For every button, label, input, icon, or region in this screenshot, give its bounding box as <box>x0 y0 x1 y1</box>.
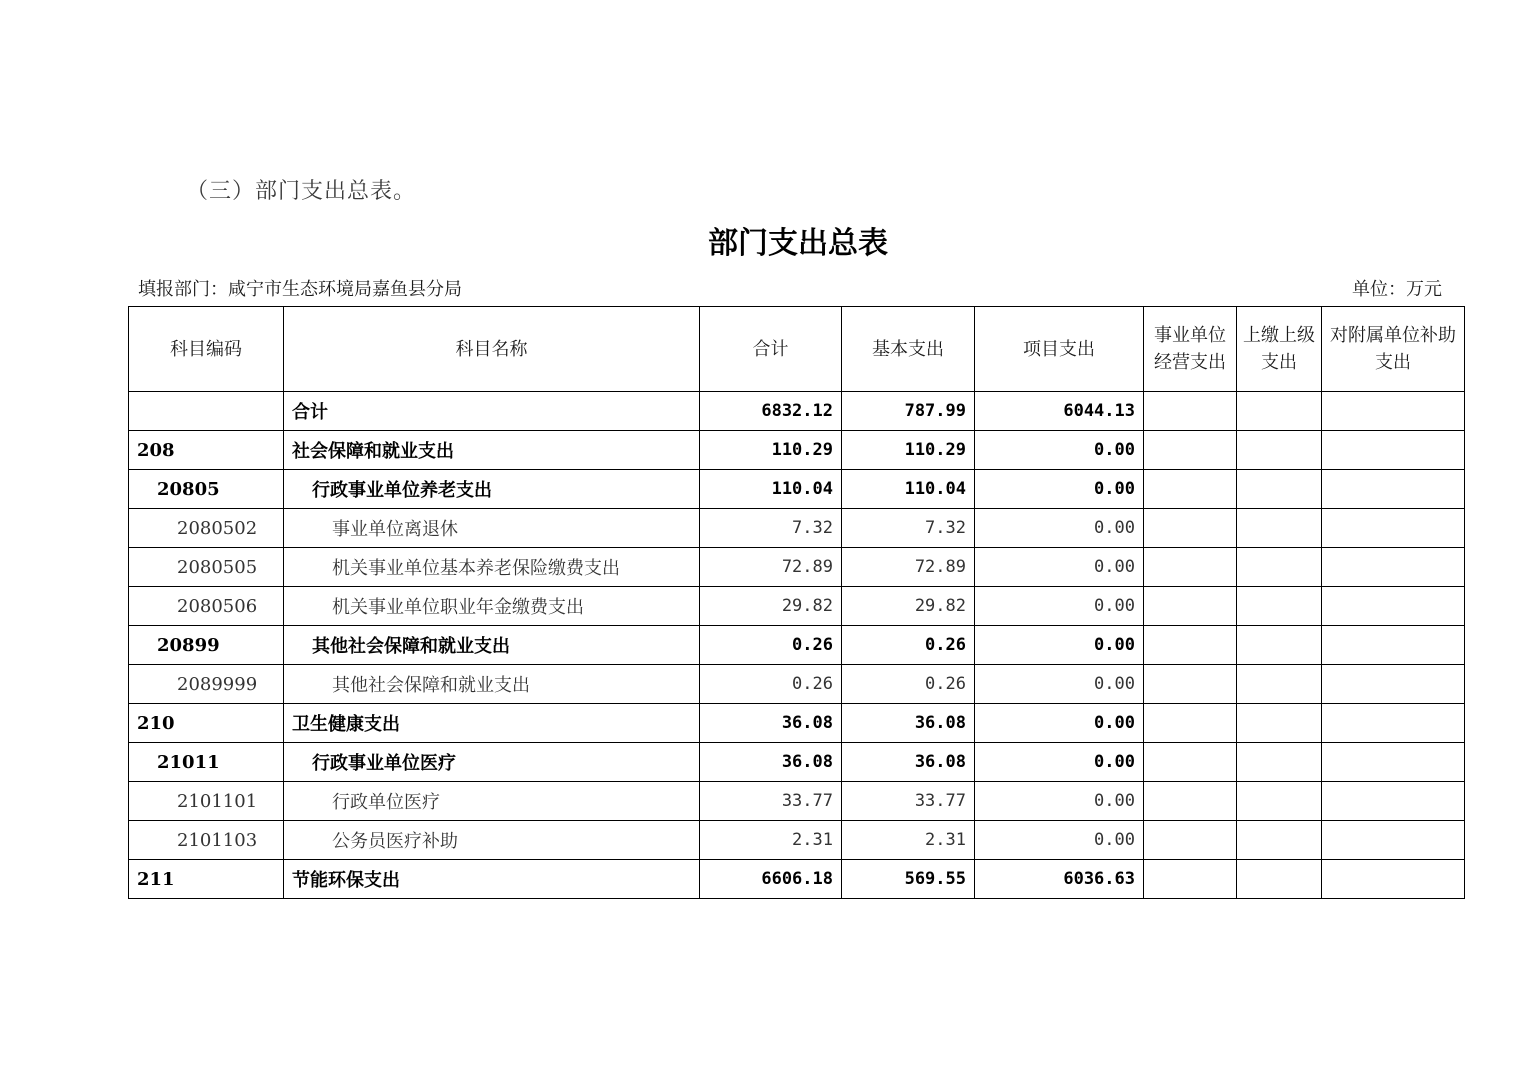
cell-total: 33.77 <box>700 782 842 821</box>
cell-basic: 29.82 <box>842 587 975 626</box>
table-row <box>129 470 1465 509</box>
cell-subsidy <box>1322 821 1465 860</box>
header-name: 科目名称 <box>284 307 700 392</box>
cell-name: 节能环保支出 <box>284 860 700 899</box>
cell-code: 211 <box>129 860 284 899</box>
cell-code: 210 <box>129 704 284 743</box>
cell-basic: 110.04 <box>842 470 975 509</box>
cell-upper <box>1237 704 1322 743</box>
cell-subsidy <box>1322 548 1465 587</box>
table-row <box>129 782 1465 821</box>
cell-project: 0.00 <box>975 587 1144 626</box>
cell-project: 0.00 <box>975 509 1144 548</box>
cell-operations <box>1144 392 1237 431</box>
cell-code: 20899 <box>129 626 284 665</box>
page-title: 部门支出总表 <box>708 226 888 261</box>
cell-basic: 36.08 <box>842 704 975 743</box>
cell-name: 其他社会保障和就业支出 <box>284 665 700 704</box>
department-label: 填报部门：咸宁市生态环境局嘉鱼县分局 <box>138 279 462 300</box>
cell-upper <box>1237 509 1322 548</box>
table-row <box>129 587 1465 626</box>
cell-basic: 2.31 <box>842 821 975 860</box>
cell-upper <box>1237 431 1322 470</box>
cell-project: 0.00 <box>975 431 1144 470</box>
cell-project: 0.00 <box>975 548 1144 587</box>
cell-subsidy <box>1322 743 1465 782</box>
cell-basic: 72.89 <box>842 548 975 587</box>
cell-basic: 0.26 <box>842 626 975 665</box>
cell-total: 6832.12 <box>700 392 842 431</box>
table-row <box>129 704 1465 743</box>
header-operations: 事业单位经营支出 <box>1144 307 1237 392</box>
cell-total: 0.26 <box>700 665 842 704</box>
cell-subsidy <box>1322 470 1465 509</box>
header-subsidy: 对附属单位补助支出 <box>1322 307 1465 392</box>
cell-name: 合计 <box>284 392 700 431</box>
cell-upper <box>1237 392 1322 431</box>
cell-project: 6044.13 <box>975 392 1144 431</box>
cell-upper <box>1237 470 1322 509</box>
cell-project: 0.00 <box>975 782 1144 821</box>
table-row <box>129 431 1465 470</box>
cell-name: 行政事业单位养老支出 <box>284 470 700 509</box>
cell-project: 0.00 <box>975 743 1144 782</box>
table-row <box>129 392 1465 431</box>
cell-code: 2089999 <box>129 665 284 704</box>
cell-operations <box>1144 548 1237 587</box>
cell-operations <box>1144 704 1237 743</box>
cell-code: 20805 <box>129 470 284 509</box>
cell-name: 行政单位医疗 <box>284 782 700 821</box>
cell-operations <box>1144 782 1237 821</box>
cell-code: 2080506 <box>129 587 284 626</box>
cell-upper <box>1237 782 1322 821</box>
cell-total: 29.82 <box>700 587 842 626</box>
cell-basic: 787.99 <box>842 392 975 431</box>
cell-operations <box>1144 626 1237 665</box>
table-row <box>129 860 1465 899</box>
cell-operations <box>1144 860 1237 899</box>
cell-project: 0.00 <box>975 665 1144 704</box>
cell-total: 36.08 <box>700 704 842 743</box>
cell-upper <box>1237 860 1322 899</box>
cell-operations <box>1144 431 1237 470</box>
cell-name: 事业单位离退休 <box>284 509 700 548</box>
cell-basic: 36.08 <box>842 743 975 782</box>
cell-upper <box>1237 665 1322 704</box>
cell-code: 208 <box>129 431 284 470</box>
table-row <box>129 626 1465 665</box>
cell-name: 机关事业单位职业年金缴费支出 <box>284 587 700 626</box>
cell-project: 6036.63 <box>975 860 1144 899</box>
table-row <box>129 665 1465 704</box>
cell-subsidy <box>1322 587 1465 626</box>
cell-subsidy <box>1322 860 1465 899</box>
cell-basic: 0.26 <box>842 665 975 704</box>
cell-subsidy <box>1322 626 1465 665</box>
cell-project: 0.00 <box>975 626 1144 665</box>
cell-name: 社会保障和就业支出 <box>284 431 700 470</box>
cell-total: 7.32 <box>700 509 842 548</box>
cell-subsidy <box>1322 392 1465 431</box>
table-row <box>129 743 1465 782</box>
cell-basic: 569.55 <box>842 860 975 899</box>
header-project: 项目支出 <box>975 307 1144 392</box>
cell-total: 110.04 <box>700 470 842 509</box>
cell-total: 2.31 <box>700 821 842 860</box>
cell-name: 卫生健康支出 <box>284 704 700 743</box>
cell-code: 21011 <box>129 743 284 782</box>
cell-total: 6606.18 <box>700 860 842 899</box>
cell-project: 0.00 <box>975 821 1144 860</box>
cell-total: 110.29 <box>700 431 842 470</box>
cell-operations <box>1144 743 1237 782</box>
table-row <box>129 821 1465 860</box>
cell-upper <box>1237 743 1322 782</box>
unit-label: 单位：万元 <box>1352 279 1442 300</box>
cell-operations <box>1144 665 1237 704</box>
cell-total: 0.26 <box>700 626 842 665</box>
cell-name: 行政事业单位医疗 <box>284 743 700 782</box>
cell-operations <box>1144 821 1237 860</box>
cell-operations <box>1144 587 1237 626</box>
section-heading: （三）部门支出总表。 <box>186 179 417 204</box>
cell-project: 0.00 <box>975 470 1144 509</box>
cell-code <box>129 392 284 431</box>
cell-upper <box>1237 821 1322 860</box>
cell-name: 机关事业单位基本养老保险缴费支出 <box>284 548 700 587</box>
cell-subsidy <box>1322 665 1465 704</box>
cell-total: 72.89 <box>700 548 842 587</box>
cell-code: 2080502 <box>129 509 284 548</box>
cell-operations <box>1144 470 1237 509</box>
cell-name: 其他社会保障和就业支出 <box>284 626 700 665</box>
cell-project: 0.00 <box>975 704 1144 743</box>
cell-subsidy <box>1322 431 1465 470</box>
cell-operations <box>1144 509 1237 548</box>
header-total: 合计 <box>700 307 842 392</box>
cell-basic: 7.32 <box>842 509 975 548</box>
header-upper: 上缴上级支出 <box>1237 307 1322 392</box>
cell-code: 2080505 <box>129 548 284 587</box>
cell-basic: 33.77 <box>842 782 975 821</box>
expenditure-table <box>128 306 1465 899</box>
cell-subsidy <box>1322 509 1465 548</box>
cell-upper <box>1237 626 1322 665</box>
cell-upper <box>1237 548 1322 587</box>
table-row <box>129 509 1465 548</box>
cell-name: 公务员医疗补助 <box>284 821 700 860</box>
cell-total: 36.08 <box>700 743 842 782</box>
table-row <box>129 548 1465 587</box>
cell-code: 2101101 <box>129 782 284 821</box>
cell-upper <box>1237 587 1322 626</box>
cell-basic: 110.29 <box>842 431 975 470</box>
header-code: 科目编码 <box>129 307 284 392</box>
cell-subsidy <box>1322 782 1465 821</box>
header-basic: 基本支出 <box>842 307 975 392</box>
cell-code: 2101103 <box>129 821 284 860</box>
table-header-row <box>129 307 1465 392</box>
cell-subsidy <box>1322 704 1465 743</box>
